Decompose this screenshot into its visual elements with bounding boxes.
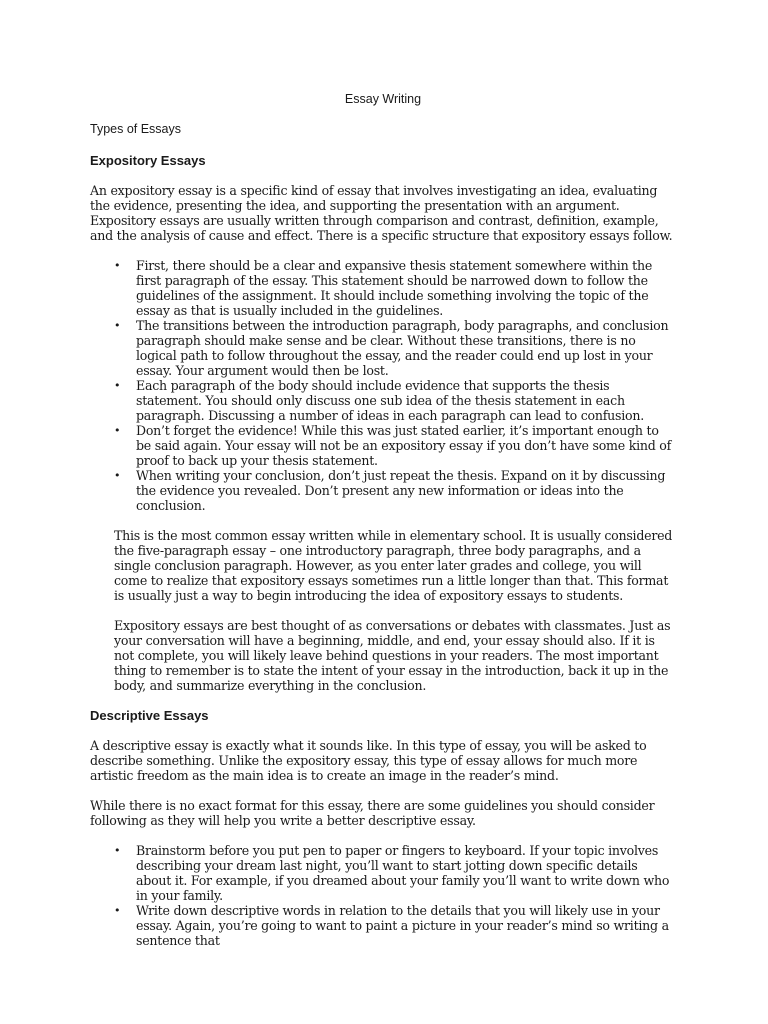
- expository-bullet-list: [90, 258, 676, 513]
- bullet-icon: •: [114, 424, 121, 437]
- list-item: [90, 468, 676, 513]
- list-item-text: The transitions between the introduction paragraph, body paragraphs, and conclusion paragraph should make sense and be clear. Without these transitions, there is no logical path to follow throughout the essay, and the reader could end up lost in your essay. Your argument would then be lost.: [136, 318, 669, 378]
- expository-heading: Expository Essays: [90, 153, 206, 168]
- bullet-icon: •: [114, 259, 121, 272]
- descriptive-bullet-list: [90, 843, 676, 948]
- list-item-text: When writing your conclusion, don’t just repeat the thesis. Expand on it by discussing the evidence you revealed. Don’t present any new information or ideas into the conclusion.: [136, 468, 666, 513]
- document-body: [90, 92, 676, 963]
- bullet-icon: •: [114, 904, 121, 917]
- document-title: Essay Writing: [344, 92, 422, 106]
- list-item-text: First, there should be a clear and expansive thesis statement somewhere within the first paragraph of the essay. This statement should be narrowed down to follow the guidelines of the assignment. It should include something involving the topic of the essay as that is usually included in the guidelines.: [136, 258, 653, 318]
- descriptive-intro-paragraph: A descriptive essay is exactly what it sounds like. In this type of essay, you will be asked to describe something. Unlike the expository essay, this type of essay allows for much more artistic freedom as the main idea is to create an image in the reader’s mind.: [90, 738, 647, 783]
- expository-intro-paragraph: An expository essay is a specific kind of essay that involves investigating an idea, evaluating the evidence, presenting the idea, and supporting the presentation with an argument. Expository essays are usually written through comparison and contrast, definition, example, and the analysis of cause and effect. There is a specific structure that expository essays follow.: [90, 183, 673, 243]
- bullet-icon: •: [114, 844, 121, 857]
- list-item: [90, 378, 676, 423]
- bullet-icon: •: [114, 469, 121, 482]
- list-item: [90, 903, 676, 948]
- list-item-text: Write down descriptive words in relation to the details that you will likely use in your essay. Again, you’re going to want to paint a picture in your reader’s mind so writing a sentence that: [136, 903, 669, 948]
- list-item-text: Brainstorm before you put pen to paper or fingers to keyboard. If your topic involves describing your dream last night, you’ll want to start jotting down specific details about it. For example, if you dreamed about your family you’ll want to write down who in your family.: [136, 843, 670, 903]
- list-item: [90, 423, 676, 468]
- descriptive-heading: Descriptive Essays: [90, 708, 209, 723]
- list-item: [90, 843, 676, 903]
- expository-common-paragraph: This is the most common essay written while in elementary school. It is usually considered the five-paragraph essay – one introductory paragraph, three body paragraphs, and a single conclusion paragraph. However, as you enter later grades and college, you will come to realize that expository essays sometimes run a little longer than that. This format is usually just a way to begin introducing the idea of expository essays to students.: [114, 528, 673, 603]
- descriptive-guidelines-paragraph: While there is no exact format for this essay, there are some guidelines you should consider following as they will help you write a better descriptive essay.: [90, 798, 655, 828]
- list-item-text: Each paragraph of the body should include evidence that supports the thesis statement. You should only discuss one sub idea of the thesis statement in each paragraph. Discussing a number of ideas in each paragraph can lead to confusion.: [136, 378, 644, 423]
- list-item-text: Don’t forget the evidence! While this was just stated earlier, it’s important enough to be said again. Your essay will not be an expository essay if you don’t have some kind of proof to back up your thesis statement.: [136, 423, 672, 468]
- list-item: [90, 258, 676, 318]
- bullet-icon: •: [114, 319, 121, 332]
- expository-conversation-paragraph: Expository essays are best thought of as conversations or debates with classmates. Just as your conversation will have a beginning, middle, and end, your essay should also. If it is not complete, you will likely leave behind questions in your readers. The most important thing to remember is to state the intent of your essay in the introduction, back it up in the body, and summarize everything in the conclusion.: [114, 618, 671, 693]
- list-item: [90, 318, 676, 378]
- document-subtitle: Types of Essays: [90, 122, 182, 136]
- bullet-icon: •: [114, 379, 121, 392]
